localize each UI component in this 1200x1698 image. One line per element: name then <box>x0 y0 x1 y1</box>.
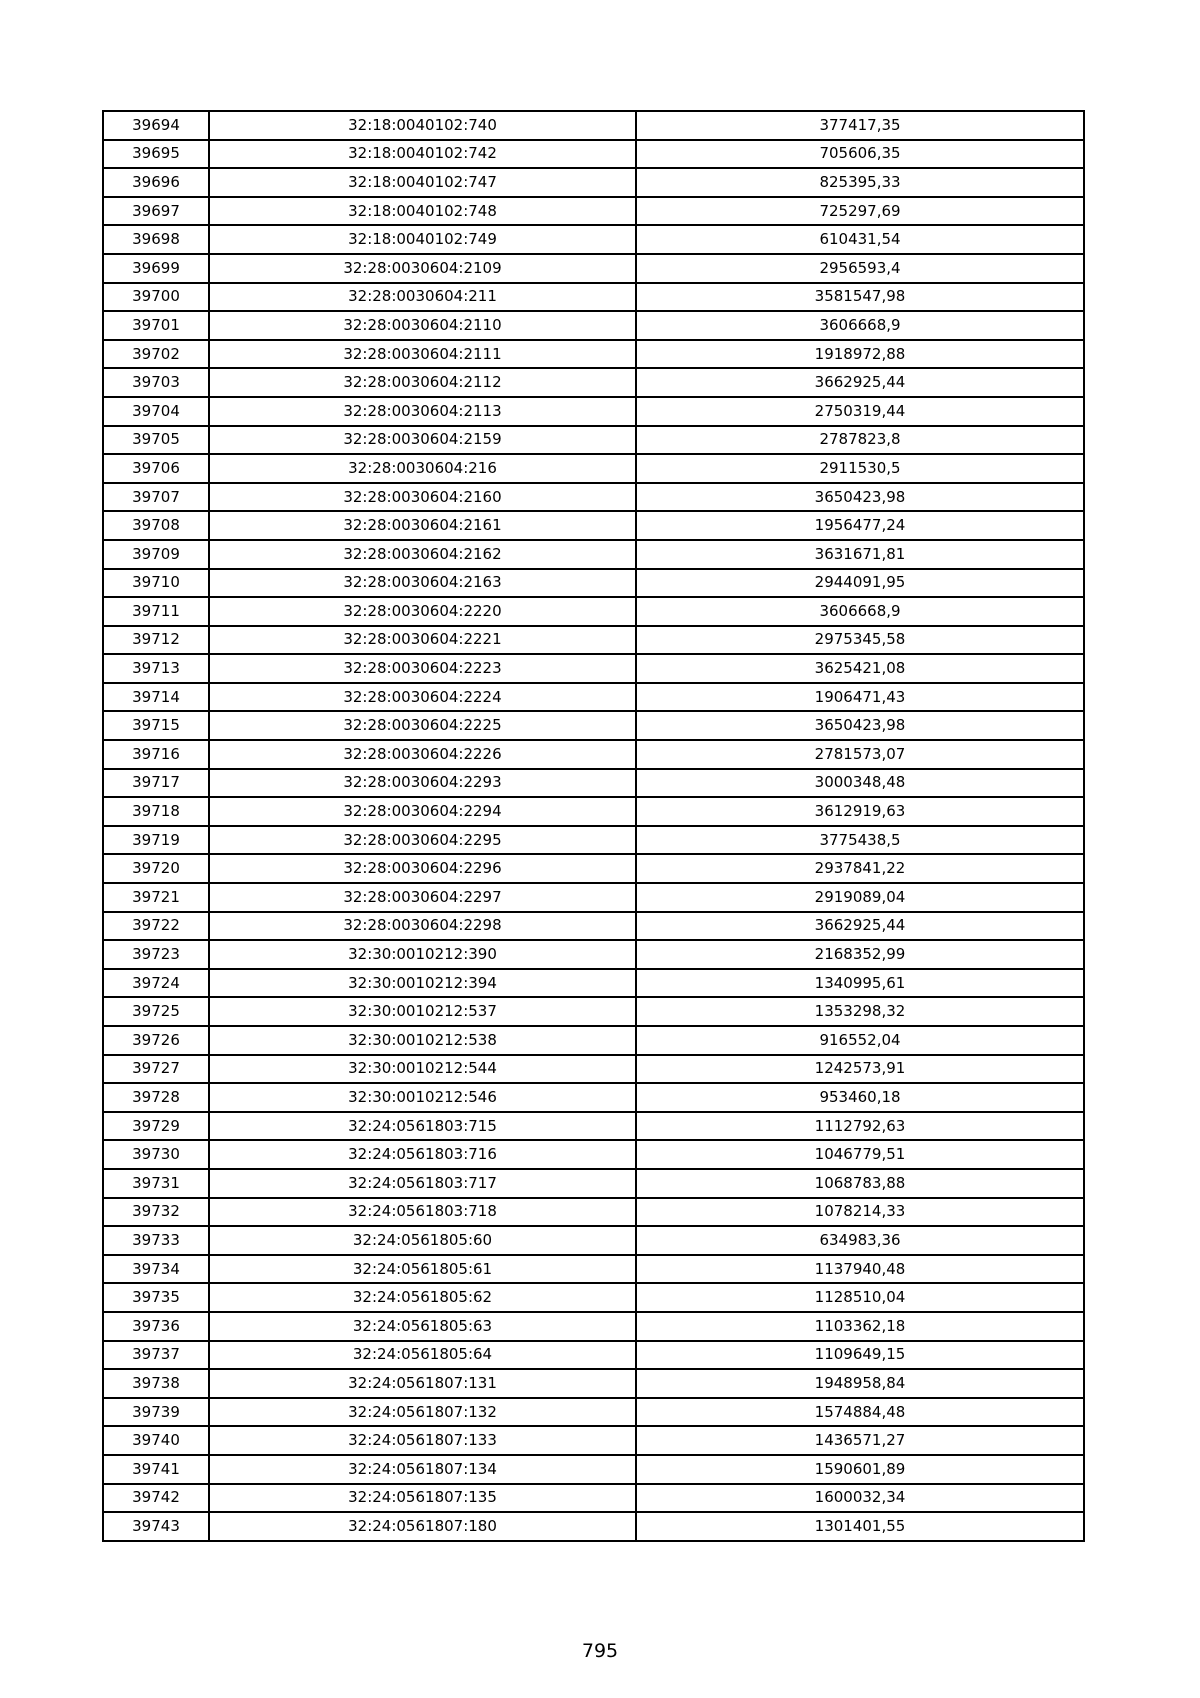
cadastral-number-cell: 32:30:0010212:394 <box>209 969 636 998</box>
cadastral-number-cell: 32:28:0030604:2226 <box>209 740 636 769</box>
table-row <box>103 197 1084 226</box>
row-number-cell: 39700 <box>103 283 209 312</box>
row-number-cell: 39743 <box>103 1512 209 1541</box>
table-row <box>103 340 1084 369</box>
row-number-cell: 39730 <box>103 1140 209 1169</box>
cadastral-number-cell: 32:28:0030604:2298 <box>209 912 636 941</box>
value-cell: 1112792,63 <box>636 1112 1084 1141</box>
row-number-cell: 39729 <box>103 1112 209 1141</box>
row-number-cell: 39708 <box>103 511 209 540</box>
cadastral-number-cell: 32:24:0561803:716 <box>209 1140 636 1169</box>
row-number-cell: 39707 <box>103 483 209 512</box>
row-number-cell: 39710 <box>103 569 209 598</box>
table-row <box>103 1026 1084 1055</box>
row-number-cell: 39696 <box>103 168 209 197</box>
cadastral-number-cell: 32:28:0030604:2223 <box>209 654 636 683</box>
cadastral-number-cell: 32:24:0561803:717 <box>209 1169 636 1198</box>
value-cell: 1574884,48 <box>636 1398 1084 1427</box>
value-cell: 1068783,88 <box>636 1169 1084 1198</box>
cadastral-number-cell: 32:28:0030604:2110 <box>209 311 636 340</box>
cadastral-number-cell: 32:28:0030604:2160 <box>209 483 636 512</box>
row-number-cell: 39698 <box>103 225 209 254</box>
table-row <box>103 111 1084 140</box>
value-cell: 2937841,22 <box>636 854 1084 883</box>
cadastral-number-cell: 32:24:0561805:64 <box>209 1341 636 1370</box>
row-number-cell: 39720 <box>103 854 209 883</box>
value-cell: 1078214,33 <box>636 1198 1084 1227</box>
value-cell: 1948958,84 <box>636 1369 1084 1398</box>
cadastral-number-cell: 32:28:0030604:2220 <box>209 597 636 626</box>
row-number-cell: 39728 <box>103 1083 209 1112</box>
table-row <box>103 683 1084 712</box>
row-number-cell: 39736 <box>103 1312 209 1341</box>
table-row <box>103 569 1084 598</box>
cadastral-number-cell: 32:28:0030604:2293 <box>209 769 636 798</box>
row-number-cell: 39717 <box>103 769 209 798</box>
table-row <box>103 1055 1084 1084</box>
value-cell: 610431,54 <box>636 225 1084 254</box>
cadastral-number-cell: 32:28:0030604:2296 <box>209 854 636 883</box>
value-cell: 3000348,48 <box>636 769 1084 798</box>
value-cell: 1956477,24 <box>636 511 1084 540</box>
table-row <box>103 1283 1084 1312</box>
cadastral-number-cell: 32:24:0561807:132 <box>209 1398 636 1427</box>
table-row <box>103 1369 1084 1398</box>
table-row <box>103 1312 1084 1341</box>
cadastral-number-cell: 32:24:0561805:62 <box>209 1283 636 1312</box>
row-number-cell: 39705 <box>103 426 209 455</box>
table-row <box>103 912 1084 941</box>
row-number-cell: 39733 <box>103 1226 209 1255</box>
row-number-cell: 39732 <box>103 1198 209 1227</box>
cadastral-number-cell: 32:24:0561803:715 <box>209 1112 636 1141</box>
table-row <box>103 883 1084 912</box>
value-cell: 3650423,98 <box>636 483 1084 512</box>
cadastral-number-cell: 32:28:0030604:2294 <box>209 797 636 826</box>
row-number-cell: 39702 <box>103 340 209 369</box>
row-number-cell: 39742 <box>103 1484 209 1513</box>
table-row <box>103 826 1084 855</box>
table-row <box>103 397 1084 426</box>
row-number-cell: 39721 <box>103 883 209 912</box>
cadastral-number-cell: 32:18:0040102:749 <box>209 225 636 254</box>
value-cell: 2911530,5 <box>636 454 1084 483</box>
table-row <box>103 426 1084 455</box>
value-cell: 1046779,51 <box>636 1140 1084 1169</box>
row-number-cell: 39734 <box>103 1255 209 1284</box>
cadastral-number-cell: 32:30:0010212:546 <box>209 1083 636 1112</box>
cadastral-number-cell: 32:28:0030604:2163 <box>209 569 636 598</box>
table-row <box>103 1140 1084 1169</box>
table-row <box>103 797 1084 826</box>
cadastral-number-cell: 32:28:0030604:2109 <box>209 254 636 283</box>
value-cell: 825395,33 <box>636 168 1084 197</box>
row-number-cell: 39713 <box>103 654 209 683</box>
row-number-cell: 39695 <box>103 140 209 169</box>
table-row <box>103 940 1084 969</box>
cadastral-number-cell: 32:30:0010212:538 <box>209 1026 636 1055</box>
row-number-cell: 39697 <box>103 197 209 226</box>
table-row <box>103 597 1084 626</box>
value-cell: 705606,35 <box>636 140 1084 169</box>
row-number-cell: 39724 <box>103 969 209 998</box>
cadastral-number-cell: 32:24:0561807:134 <box>209 1455 636 1484</box>
table-row <box>103 140 1084 169</box>
value-cell: 3631671,81 <box>636 540 1084 569</box>
row-number-cell: 39716 <box>103 740 209 769</box>
value-cell: 1137940,48 <box>636 1255 1084 1284</box>
cadastral-number-cell: 32:28:0030604:2221 <box>209 626 636 655</box>
row-number-cell: 39711 <box>103 597 209 626</box>
value-cell: 1436571,27 <box>636 1426 1084 1455</box>
row-number-cell: 39706 <box>103 454 209 483</box>
page-number: 795 <box>581 1640 619 1662</box>
cadastral-number-cell: 32:30:0010212:390 <box>209 940 636 969</box>
cadastral-number-cell: 32:24:0561807:133 <box>209 1426 636 1455</box>
table-row <box>103 1341 1084 1370</box>
row-number-cell: 39741 <box>103 1455 209 1484</box>
cadastral-number-cell: 32:28:0030604:2295 <box>209 826 636 855</box>
row-number-cell: 39703 <box>103 368 209 397</box>
value-cell: 1103362,18 <box>636 1312 1084 1341</box>
value-cell: 1242573,91 <box>636 1055 1084 1084</box>
value-cell: 1109649,15 <box>636 1341 1084 1370</box>
table-row <box>103 997 1084 1026</box>
table-row <box>103 769 1084 798</box>
table-row <box>103 1484 1084 1513</box>
value-cell: 3606668,9 <box>636 597 1084 626</box>
cadastral-number-cell: 32:18:0040102:747 <box>209 168 636 197</box>
table-row <box>103 1198 1084 1227</box>
table-row <box>103 854 1084 883</box>
data-table <box>102 110 1085 1542</box>
table-row <box>103 1112 1084 1141</box>
cadastral-number-cell: 32:30:0010212:537 <box>209 997 636 1026</box>
table-row <box>103 1455 1084 1484</box>
row-number-cell: 39719 <box>103 826 209 855</box>
cadastral-number-cell: 32:28:0030604:2113 <box>209 397 636 426</box>
cadastral-number-cell: 32:18:0040102:748 <box>209 197 636 226</box>
row-number-cell: 39737 <box>103 1341 209 1370</box>
value-cell: 1301401,55 <box>636 1512 1084 1541</box>
table-row <box>103 711 1084 740</box>
cadastral-number-cell: 32:24:0561803:718 <box>209 1198 636 1227</box>
cadastral-number-cell: 32:28:0030604:2111 <box>209 340 636 369</box>
table-row <box>103 1226 1084 1255</box>
table-row <box>103 168 1084 197</box>
table-row <box>103 626 1084 655</box>
value-cell: 2975345,58 <box>636 626 1084 655</box>
row-number-cell: 39725 <box>103 997 209 1026</box>
value-cell: 1600032,34 <box>636 1484 1084 1513</box>
value-cell: 953460,18 <box>636 1083 1084 1112</box>
table-row <box>103 540 1084 569</box>
value-cell: 2956593,4 <box>636 254 1084 283</box>
row-number-cell: 39694 <box>103 111 209 140</box>
table-row <box>103 283 1084 312</box>
row-number-cell: 39718 <box>103 797 209 826</box>
cadastral-number-cell: 32:28:0030604:2161 <box>209 511 636 540</box>
row-number-cell: 39712 <box>103 626 209 655</box>
cadastral-number-cell: 32:28:0030604:2162 <box>209 540 636 569</box>
cadastral-number-cell: 32:18:0040102:742 <box>209 140 636 169</box>
row-number-cell: 39727 <box>103 1055 209 1084</box>
cadastral-number-cell: 32:28:0030604:211 <box>209 283 636 312</box>
cadastral-number-cell: 32:28:0030604:2159 <box>209 426 636 455</box>
table-row <box>103 1255 1084 1284</box>
table-row <box>103 1083 1084 1112</box>
value-cell: 634983,36 <box>636 1226 1084 1255</box>
cadastral-number-cell: 32:28:0030604:216 <box>209 454 636 483</box>
value-cell: 3662925,44 <box>636 368 1084 397</box>
cadastral-number-cell: 32:24:0561805:60 <box>209 1226 636 1255</box>
table-row <box>103 740 1084 769</box>
table-row <box>103 969 1084 998</box>
value-cell: 916552,04 <box>636 1026 1084 1055</box>
value-cell: 3650423,98 <box>636 711 1084 740</box>
table-row <box>103 654 1084 683</box>
value-cell: 2787823,8 <box>636 426 1084 455</box>
cadastral-number-cell: 32:24:0561805:63 <box>209 1312 636 1341</box>
value-cell: 1340995,61 <box>636 969 1084 998</box>
row-number-cell: 39738 <box>103 1369 209 1398</box>
row-number-cell: 39709 <box>103 540 209 569</box>
value-cell: 1918972,88 <box>636 340 1084 369</box>
row-number-cell: 39715 <box>103 711 209 740</box>
cadastral-number-cell: 32:28:0030604:2112 <box>209 368 636 397</box>
cadastral-number-cell: 32:24:0561805:61 <box>209 1255 636 1284</box>
table-row <box>103 1398 1084 1427</box>
value-cell: 3662925,44 <box>636 912 1084 941</box>
cadastral-number-cell: 32:24:0561807:135 <box>209 1484 636 1513</box>
table-row <box>103 1512 1084 1541</box>
value-cell: 2919089,04 <box>636 883 1084 912</box>
cadastral-number-cell: 32:28:0030604:2225 <box>209 711 636 740</box>
row-number-cell: 39735 <box>103 1283 209 1312</box>
value-cell: 1128510,04 <box>636 1283 1084 1312</box>
table-row <box>103 511 1084 540</box>
cadastral-number-cell: 32:18:0040102:740 <box>209 111 636 140</box>
cadastral-number-cell: 32:24:0561807:180 <box>209 1512 636 1541</box>
table-row <box>103 225 1084 254</box>
row-number-cell: 39731 <box>103 1169 209 1198</box>
row-number-cell: 39722 <box>103 912 209 941</box>
value-cell: 2168352,99 <box>636 940 1084 969</box>
value-cell: 377417,35 <box>636 111 1084 140</box>
row-number-cell: 39739 <box>103 1398 209 1427</box>
table-row <box>103 1169 1084 1198</box>
value-cell: 3612919,63 <box>636 797 1084 826</box>
cadastral-number-cell: 32:28:0030604:2297 <box>209 883 636 912</box>
table-row <box>103 483 1084 512</box>
value-cell: 3775438,5 <box>636 826 1084 855</box>
value-cell: 1906471,43 <box>636 683 1084 712</box>
value-cell: 1353298,32 <box>636 997 1084 1026</box>
row-number-cell: 39726 <box>103 1026 209 1055</box>
row-number-cell: 39723 <box>103 940 209 969</box>
cadastral-number-cell: 32:28:0030604:2224 <box>209 683 636 712</box>
value-cell: 1590601,89 <box>636 1455 1084 1484</box>
row-number-cell: 39714 <box>103 683 209 712</box>
value-cell: 2750319,44 <box>636 397 1084 426</box>
table-body <box>103 111 1084 1541</box>
table-row <box>103 454 1084 483</box>
value-cell: 3606668,9 <box>636 311 1084 340</box>
table-row <box>103 311 1084 340</box>
table-row <box>103 254 1084 283</box>
value-cell: 2781573,07 <box>636 740 1084 769</box>
table-row <box>103 368 1084 397</box>
value-cell: 3625421,08 <box>636 654 1084 683</box>
cadastral-number-cell: 32:30:0010212:544 <box>209 1055 636 1084</box>
value-cell: 2944091,95 <box>636 569 1084 598</box>
value-cell: 3581547,98 <box>636 283 1084 312</box>
row-number-cell: 39701 <box>103 311 209 340</box>
value-cell: 725297,69 <box>636 197 1084 226</box>
table-row <box>103 1426 1084 1455</box>
cadastral-number-cell: 32:24:0561807:131 <box>209 1369 636 1398</box>
row-number-cell: 39704 <box>103 397 209 426</box>
row-number-cell: 39740 <box>103 1426 209 1455</box>
row-number-cell: 39699 <box>103 254 209 283</box>
